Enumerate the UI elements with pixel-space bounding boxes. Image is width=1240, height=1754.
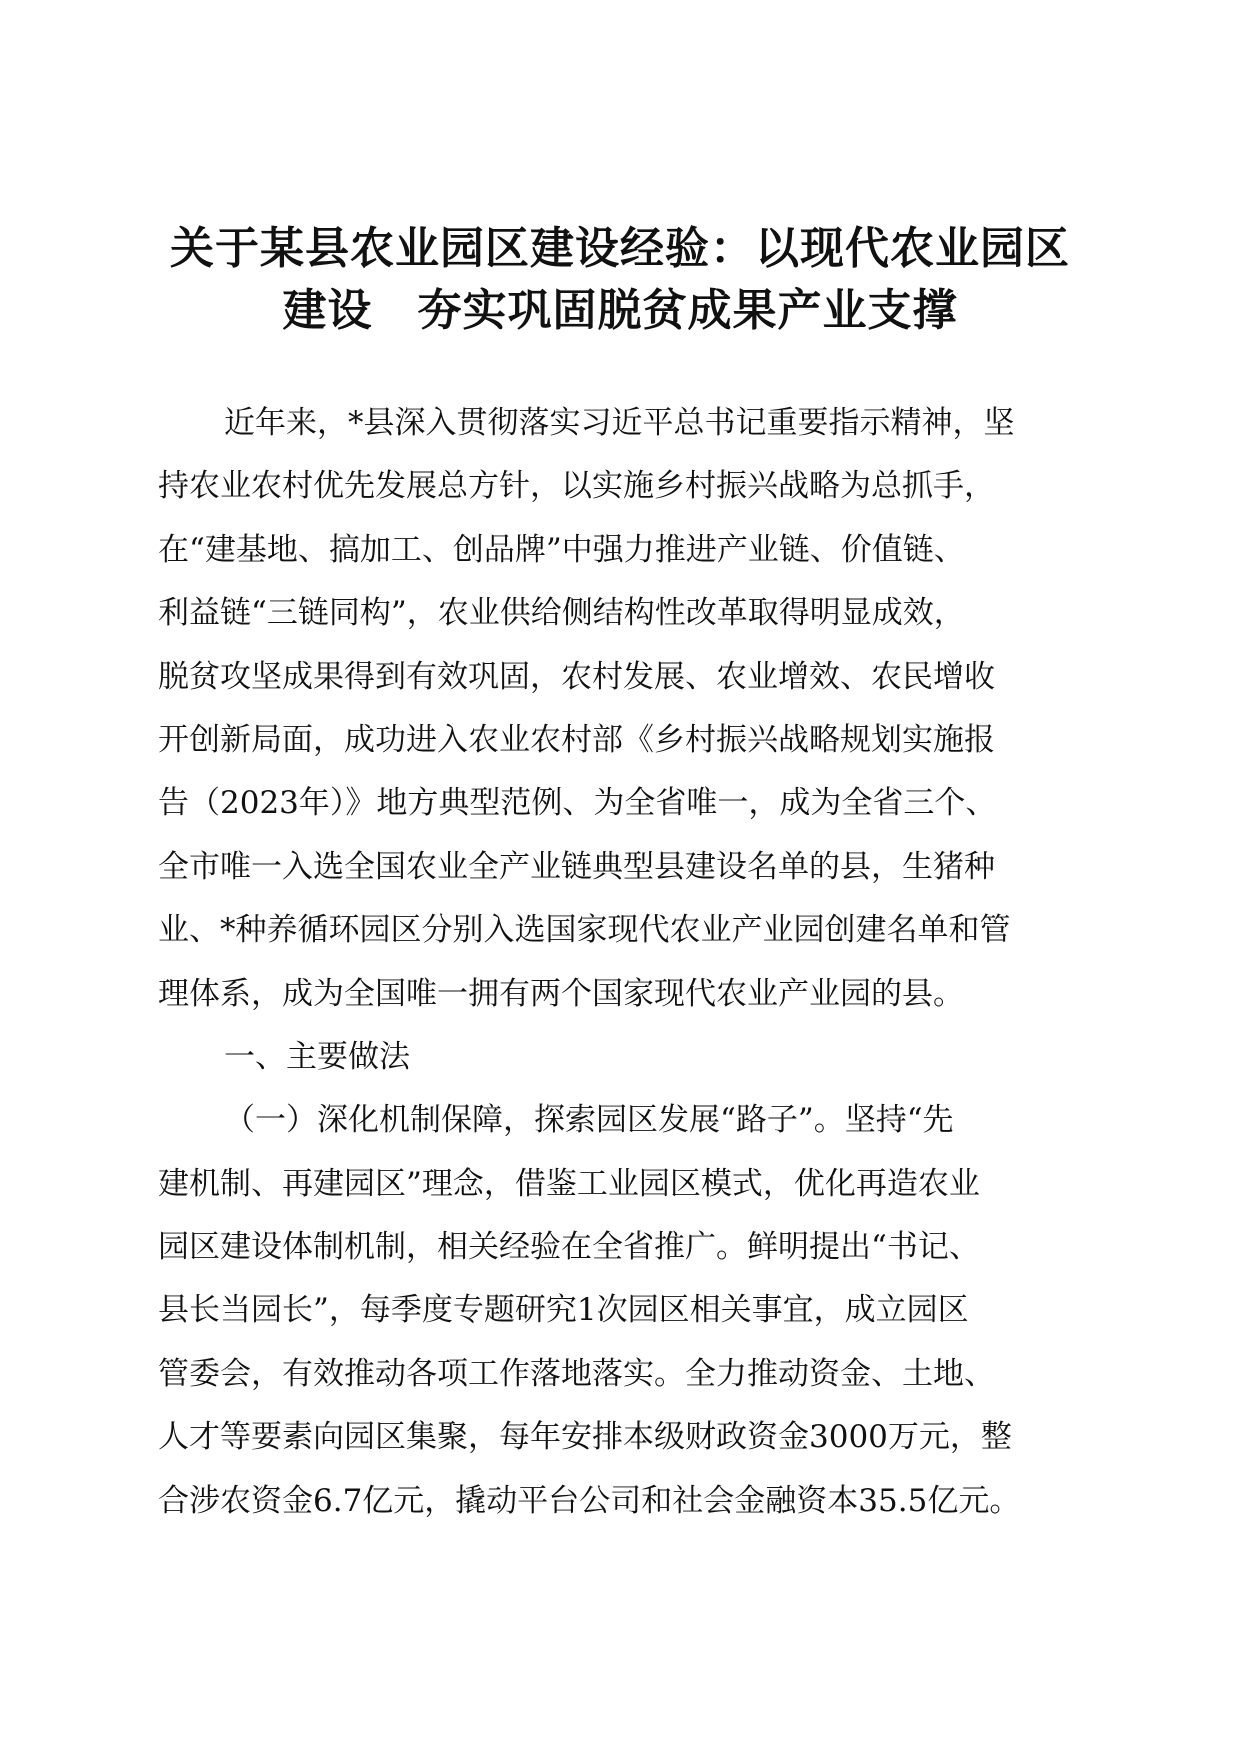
paragraph-1-line: 理体系，成为全国唯一拥有两个国家现代农业产业园的县。 [158, 975, 964, 1012]
section-heading: 一、主要做法 [224, 1038, 410, 1075]
paragraph-2-line: 管委会，有效推动各项工作落地落实。全力推动资金、土地、 [158, 1355, 995, 1392]
paragraph-1-line: 近年来，*县深入贯彻落实习近平总书记重要指示精神，坚 [224, 405, 1015, 441]
paragraph-1-line: 全市唯一入选全国农业全产业链典型县建设名单的县，生猪种 [158, 848, 995, 885]
paragraph-2-line: 建机制、再建园区”理念，借鉴工业园区模式，优化再造农业 [158, 1165, 980, 1202]
document-title-line-1: 关于某县农业园区建设经验：以现代农业园区 [170, 223, 1070, 274]
paragraph-2-line: 县长当园长”，每季度专题研究1次园区相关事宜，成立园区 [158, 1292, 969, 1329]
paragraph-2-line: 合涉农资金6.7亿元，撬动平台公司和社会金融资本35.5亿元。 [158, 1482, 1021, 1519]
paragraph-1-line: 告（2023年）》地方典型范例、为全省唯一，成为全省三个、 [158, 785, 997, 822]
paragraph-1-line: 脱贫攻坚成果得到有效巩固，农村发展、农业增效、农民增收 [158, 658, 995, 695]
paragraph-2-line: （一）深化机制保障，探索园区发展“路子”。坚持“先 [224, 1102, 954, 1139]
document-title-line-2: 建设 夯实巩固脱贫成果产业支撑 [282, 285, 958, 336]
paragraph-1-line: 在“建基地、搞加工、创品牌”中强力推进产业链、价值链、 [158, 531, 965, 568]
paragraph-2-line: 园区建设体制机制，相关经验在全省推广。鲜明提出“书记、 [158, 1229, 980, 1266]
paragraph-1-line: 业、*种养循环园区分别入选国家现代农业产业园创建名单和管 [158, 912, 1011, 949]
paragraph-1-line: 持农业农村优先发展总方针，以实施乡村振兴战略为总抓手， [158, 468, 995, 505]
paragraph-1-line: 利益链“三链同构”，农业供给侧结构性改革取得明显成效， [158, 595, 965, 632]
paragraph-2-line: 人才等要素向园区集聚，每年安排本级财政资金3000万元，整 [158, 1419, 1012, 1456]
paragraph-1-line: 开创新局面，成功进入农业农村部《乡村振兴战略规划实施报 [158, 721, 995, 758]
document-body [158, 392, 1078, 1533]
